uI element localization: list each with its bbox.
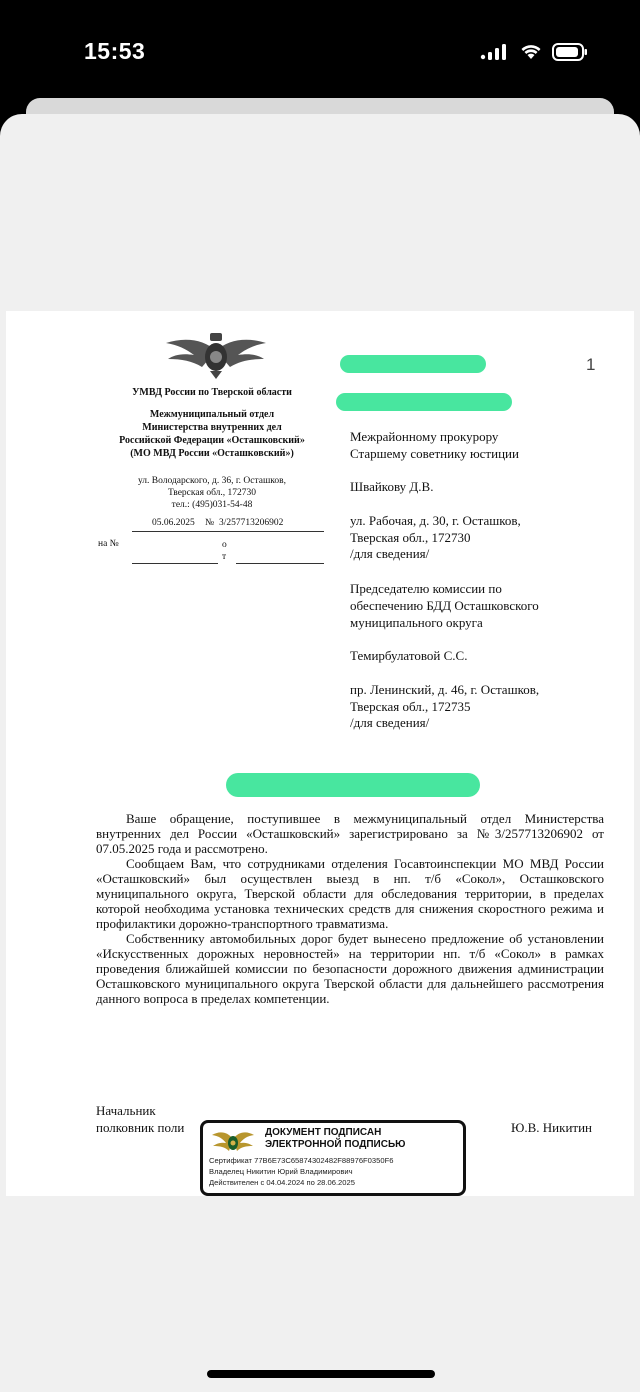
esig-owner: Владелец Никитин Юрий Владимирович (209, 1167, 353, 1176)
page-number: 1 (586, 355, 596, 374)
recipient-1-title-line-2: Старшему советнику юстиции (350, 446, 519, 461)
wifi-icon (520, 44, 542, 60)
esig-validity: Действителен с 04.04.2024 по 28.06.2025 (209, 1178, 355, 1187)
sender-dept-line-3: Российской Федерации «Осташковский» (119, 435, 305, 446)
body-paragraph-3: Собственнику автомобильных дорог будет вынесено предложение об установлении «Искусственных дорожных неровностей» на территории нп. т/б «Сокол» в рамках проведения ближайшей комиссии по безопасности дорожного движения администрации Осташковского муниципального округа Тверской области для дальнейшего рассмотрения данного вопроса в пределах компетенции. (96, 931, 604, 1006)
sender-phone: тел.: (495)031-54-48 (171, 500, 253, 510)
recipient-2-address-line-2: Тверская обл., 172735 (350, 699, 471, 714)
document-page[interactable] (6, 311, 634, 1196)
sender-address-line-2: Тверская обл., 172730 (167, 488, 257, 498)
reg-date: 05.06.2025 (152, 518, 195, 528)
body-paragraph-2: Сообщаем Вам, что сотрудниками отделения Госавтоинспекции МО МВД России «Осташковский» был осуществлен выезд в нп. т/б «Сокол», Осташковского муниципального округа, Тверской области для обследования территории, в пределах которой необходима установка технических средств для снижения скоростного режима и профилактики дорожно-транспортного травматизма. (96, 856, 604, 931)
status-time: 15:53 (84, 38, 146, 64)
redaction-mark (336, 393, 512, 411)
recipient-2-title-line-1: Председателю комиссии по (350, 581, 502, 596)
signatory-position-line-1: Начальник (96, 1103, 156, 1118)
recipient-2-note: /для сведения/ (350, 715, 430, 730)
status-bar (0, 0, 640, 100)
recipient-2-title-line-2: обеспечению БДД Осташковского (350, 598, 539, 613)
sender-dept-line-1: Межмуниципальный отдел (149, 409, 275, 420)
na-underline (132, 563, 218, 564)
status-icons (480, 42, 588, 62)
ot-underline (236, 563, 324, 564)
electronic-signature-stamp (200, 1120, 466, 1196)
recipient-1-address-line-2: Тверская обл., 172730 (350, 530, 471, 545)
body-paragraph-1: Ваше обращение, поступившее в межмуниципальный отдел Министерства внутренних дел России «Осташковский» зарегистрировано за №3/257713206902 от 07.05.2025 года и рассмотрено. (96, 811, 604, 856)
mvd-emblem-icon (164, 329, 268, 381)
sender-org-line: УМВД России по Тверской области (132, 387, 292, 398)
recipient-2-name: Темирбулатовой С.С. (350, 648, 468, 663)
reg-underline (132, 531, 324, 532)
esig-title-line-1: ДОКУМЕНТ ПОДПИСАН (265, 1127, 382, 1138)
reg-number: 3/257713206902 (219, 518, 284, 528)
signal-icon (480, 44, 510, 60)
home-indicator[interactable] (207, 1370, 435, 1378)
recipient-2-address-line-1: пр. Ленинский, д. 46, г. Осташков, (350, 682, 540, 697)
sender-dept-line-4: (МО МВД России «Осташковский») (130, 448, 294, 459)
redaction-mark (340, 355, 486, 373)
eagle-emblem-icon (211, 1127, 255, 1157)
recipient-1-address-line-1: ул. Рабочая, д. 30, г. Осташков, (350, 513, 521, 528)
signatory-position-line-2: полковник поли (96, 1120, 185, 1135)
esig-title-line-2: ЭЛЕКТРОННОЙ ПОДПИСЬЮ (265, 1139, 406, 1150)
na-label: на № (98, 539, 119, 549)
letter-body (96, 811, 604, 1006)
recipient-1-note: /для сведения/ (350, 546, 430, 561)
document-viewer-sheet[interactable] (0, 114, 640, 1392)
sender-address-line-1: ул. Володарского, д. 36, г. Осташков, (137, 476, 287, 486)
recipient-2-title-line-3: муниципального округа (350, 615, 483, 630)
ot-label: о т (222, 540, 227, 562)
redaction-mark (226, 773, 480, 797)
reg-no-label: № (205, 518, 215, 528)
recipient-1-title-line-1: Межрайонному прокурору (350, 429, 499, 444)
esig-certificate: Сертификат 77B6E73C65874302482F88976F0350F6 (209, 1156, 394, 1165)
sender-dept-line-2: Министерства внутренних дел (142, 422, 282, 433)
recipient-1-name: Швайкову Д.В. (350, 479, 434, 494)
battery-icon (552, 43, 588, 61)
signatory-name: Ю.В. Никитин (511, 1120, 592, 1135)
